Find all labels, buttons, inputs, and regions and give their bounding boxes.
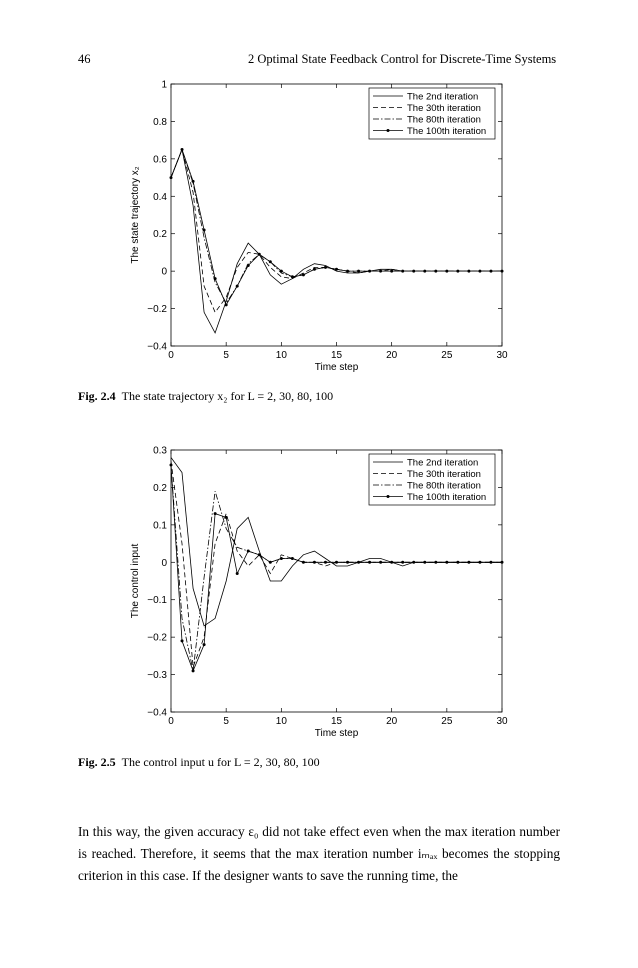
legend-label: The 80th iteration — [407, 114, 481, 126]
figure-caption-text: The state trajectory x₂ for L = 2, 30, 80, 100 — [121, 389, 334, 403]
series-marker — [225, 303, 228, 306]
series-marker — [434, 270, 437, 273]
series-marker — [346, 270, 349, 273]
figure-label: Fig. 2.5 — [78, 755, 116, 769]
legend-marker — [387, 495, 390, 498]
series-marker — [280, 270, 283, 273]
figure-label: Fig. 2.4 — [78, 389, 116, 403]
x-tick-label: 30 — [496, 350, 508, 361]
y-tick-label: −0.2 — [147, 304, 167, 316]
series-marker — [346, 561, 349, 564]
x-tick-label: 5 — [223, 350, 229, 361]
series-marker — [203, 228, 206, 231]
series-marker — [203, 643, 206, 646]
series-marker — [357, 561, 360, 564]
series-marker — [335, 268, 338, 271]
series-marker — [456, 270, 459, 273]
series-marker — [247, 550, 250, 553]
y-tick-label: 0.3 — [153, 445, 167, 457]
series-marker — [302, 561, 305, 564]
legend-label: The 80th iteration — [407, 480, 481, 492]
series-marker — [258, 553, 261, 556]
y-tick-label: −0.2 — [147, 632, 167, 644]
series-marker — [291, 557, 294, 560]
series-marker — [456, 561, 459, 564]
series-marker — [501, 561, 504, 564]
series-marker — [423, 561, 426, 564]
y-tick-label: 1 — [161, 79, 167, 91]
series-marker — [423, 270, 426, 273]
series-line-2 — [171, 150, 502, 313]
legend-label: The 2nd iteration — [407, 91, 479, 103]
x-tick-label: 25 — [441, 350, 453, 361]
y-tick-label: −0.4 — [147, 707, 167, 719]
series-marker — [379, 561, 382, 564]
series-marker — [412, 561, 415, 564]
y-axis-label: The control input — [130, 543, 141, 619]
series-marker — [225, 516, 228, 519]
series-line-1 — [171, 150, 502, 333]
figure-caption-2-5 — [78, 755, 320, 770]
series-marker — [390, 270, 393, 273]
series-marker — [181, 639, 184, 642]
series-marker — [170, 463, 173, 466]
y-axis-label: The state trajectory x₂ — [130, 166, 141, 264]
x-tick-label: 10 — [275, 350, 287, 361]
series-line-4 — [171, 150, 502, 305]
series-marker — [313, 561, 316, 564]
series-marker — [467, 270, 470, 273]
x-tick-label: 5 — [223, 716, 229, 727]
series-marker — [214, 512, 217, 515]
series-marker — [192, 180, 195, 183]
y-tick-label: −0.4 — [147, 341, 167, 353]
y-tick-label: 0.4 — [153, 191, 167, 203]
series-marker — [434, 561, 437, 564]
series-marker — [412, 270, 415, 273]
series-marker — [313, 268, 316, 271]
legend-label: The 2nd iteration — [407, 457, 479, 469]
y-tick-label: 0.2 — [153, 229, 167, 241]
series-marker — [489, 561, 492, 564]
y-tick-label: 0 — [161, 266, 167, 278]
series-marker — [181, 148, 184, 151]
series-line-3 — [171, 150, 502, 304]
series-marker — [357, 270, 360, 273]
series-marker — [401, 561, 404, 564]
y-tick-label: 0.1 — [153, 520, 167, 532]
series-marker — [280, 557, 283, 560]
running-header: 2 Optimal State Feedback Control for Discrete-Time Systems — [248, 52, 557, 66]
state-trajectory-chart — [0, 70, 638, 380]
x-tick-label: 25 — [441, 716, 453, 727]
series-marker — [170, 176, 173, 179]
series-marker — [269, 260, 272, 263]
series-marker — [247, 264, 250, 267]
series-marker — [478, 561, 481, 564]
series-marker — [368, 270, 371, 273]
series-marker — [489, 270, 492, 273]
control-input-chart — [0, 436, 638, 746]
x-tick-label: 0 — [168, 716, 174, 727]
series-marker — [192, 669, 195, 672]
series-marker — [302, 273, 305, 276]
figure-caption-2-4 — [78, 389, 333, 404]
series-marker — [467, 561, 470, 564]
x-tick-label: 10 — [275, 716, 287, 727]
y-tick-label: −0.3 — [147, 670, 167, 682]
series-marker — [501, 270, 504, 273]
series-marker — [236, 285, 239, 288]
legend-label: The 30th iteration — [407, 469, 481, 480]
series-marker — [478, 270, 481, 273]
series-marker — [269, 561, 272, 564]
series-marker — [445, 561, 448, 564]
y-tick-label: 0.8 — [153, 116, 167, 128]
series-marker — [401, 270, 404, 273]
y-tick-label: 0.2 — [153, 482, 167, 494]
series-marker — [390, 561, 393, 564]
x-tick-label: 30 — [496, 716, 508, 727]
series-marker — [324, 561, 327, 564]
x-tick-label: 15 — [330, 350, 343, 361]
series-marker — [324, 266, 327, 269]
paragraph-text: In this way, the given accuracy ε₀ did not take effect even when the max iteration number is reached. Therefore, it seems that the max iteration number iₘₐₓ becomes the stopping criterion in this case. If the designer wants to save the running time, the — [78, 824, 560, 883]
series-marker — [445, 270, 448, 273]
page-number: 46 — [78, 52, 91, 66]
legend-label: The 30th iteration — [407, 103, 481, 114]
x-axis-label: Time step — [314, 728, 359, 739]
series-marker — [291, 275, 294, 278]
series-marker — [236, 572, 239, 575]
x-tick-label: 20 — [386, 716, 398, 727]
y-tick-label: −0.1 — [147, 595, 167, 607]
x-tick-label: 0 — [168, 350, 174, 361]
y-tick-label: 0 — [161, 557, 167, 569]
x-tick-label: 15 — [330, 716, 343, 727]
legend-label: The 100th iteration — [407, 126, 487, 137]
x-tick-label: 20 — [386, 350, 398, 361]
legend-marker — [387, 129, 390, 132]
x-axis-label: Time step — [314, 362, 359, 373]
series-marker — [379, 270, 382, 273]
legend-label: The 100th iteration — [407, 492, 487, 503]
series-marker — [258, 253, 261, 256]
series-marker — [214, 277, 217, 280]
y-tick-label: 0.6 — [153, 154, 167, 166]
body-paragraph — [78, 821, 560, 887]
figure-caption-text: The control input u for L = 2, 30, 80, 100 — [121, 755, 320, 769]
series-marker — [368, 561, 371, 564]
series-marker — [335, 561, 338, 564]
